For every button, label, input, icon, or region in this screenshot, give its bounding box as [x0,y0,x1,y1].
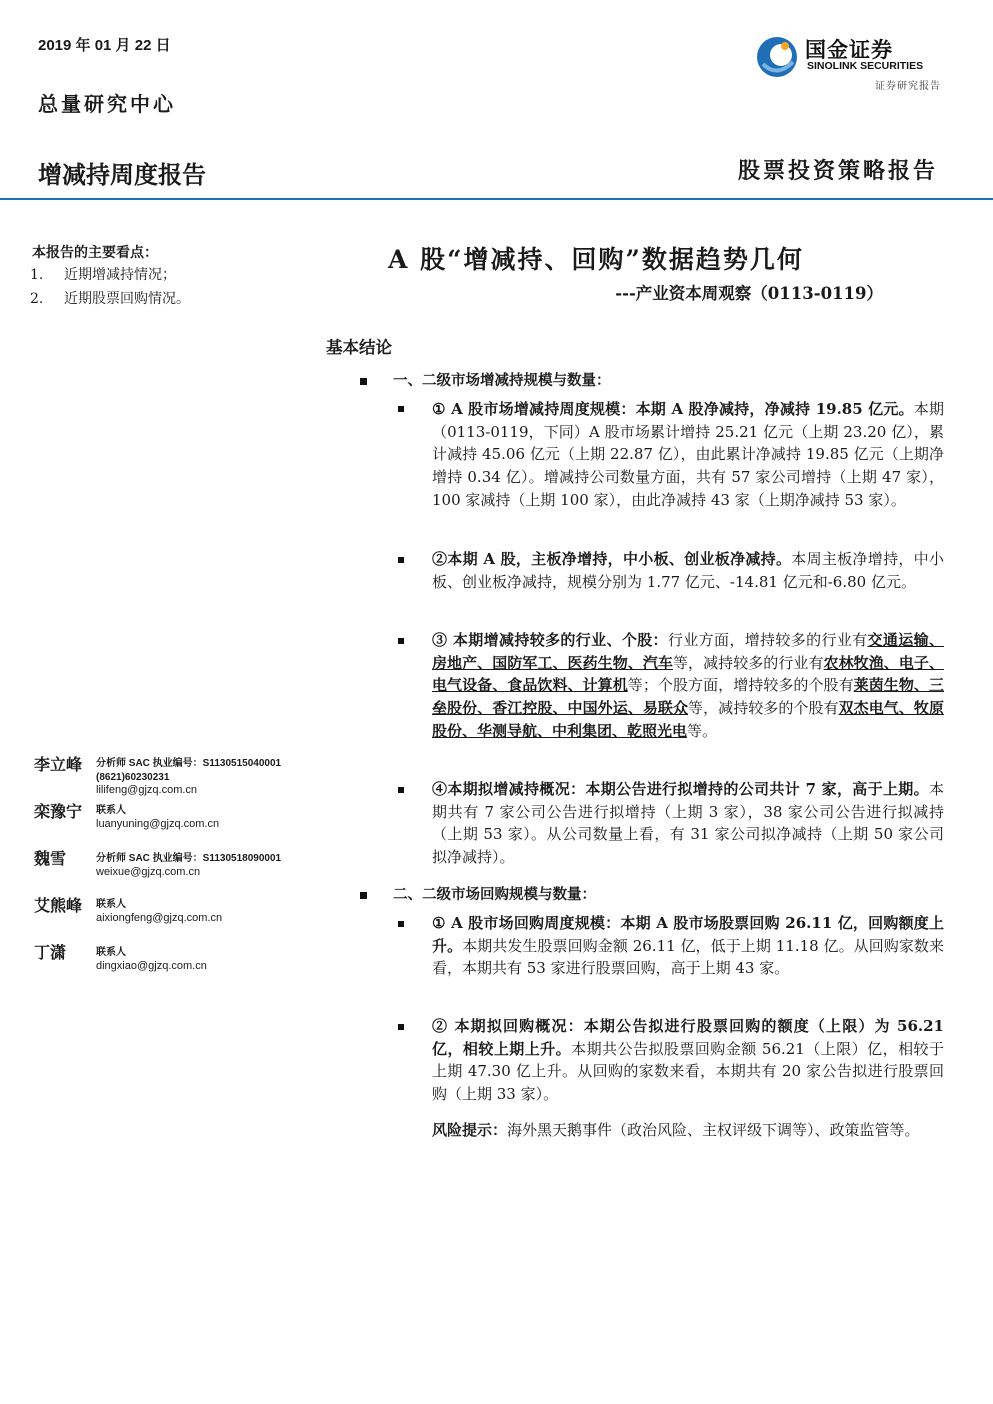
section2-heading [360,883,596,904]
increase-stocks: 莱茵生物、三垒股份、香江控股、中国外运、易联众 [432,676,944,718]
paragraph-lead: ② 本期拟回购概况：本期公告拟进行股票回购的额度（上限）为 56.21 亿，相较上期上升。 [432,1017,944,1058]
highlights-title: 本报告的主要看点： [32,245,158,261]
section-title: 二、二级市场回购规模与数量： [393,886,596,903]
risk-text: 海外黑天鹅事件（政治风险、主权评级下调等）、政策监管等。 [507,1121,920,1139]
paragraph-text: 本期共有 7 家公司公告进行拟增持（上期 3 家），38 家公司公告进行拟减持（上期 53 家）。从公司数量上看，有 31 家公司拟净减持（上期 50 家公司拟净减持）。 [432,780,944,867]
analyst-email[interactable]: lilifeng@gjzq.com.cn [96,784,198,796]
bullet-icon [398,787,404,793]
paragraph-2-2 [432,1015,944,1106]
analyst-name: 李立峰 [34,755,83,774]
bullet-icon [398,638,404,644]
paragraph-text: 本期共发生股票回购金额 26.11 亿，低于上期 11.18 亿。从回购家数来看，本期共有 53 家进行股票回购，高于上期 43 家。 [432,936,944,978]
increase-industries: 交通运输、房地产、国防军工、医药生物、汽车 [432,631,944,672]
paragraph-lead: ②本期 A 股，主板净增持，中小板、创业板净减持。 [432,550,792,568]
list-number: 2. [30,291,44,307]
decrease-stocks: 双杰电气、牧原股份、华测导航、中利集团、乾照光电 [432,699,944,740]
paragraph-1-4 [432,778,944,869]
paragraph-text: 等。 [687,721,718,740]
bullet-icon [398,921,404,927]
analyst-name: 艾熊峰 [34,896,83,915]
list-item [30,287,190,311]
bullet-icon [360,378,367,385]
bullet-icon [398,406,404,412]
analyst-name: 丁潇 [34,943,67,962]
analyst-role: 分析师 SAC 执业编号：S1130518090001 [96,853,282,864]
sinolink-logo-icon [755,34,801,80]
risk-warning [432,1119,944,1142]
analyst-role: 联系人 [96,899,126,910]
analyst-email[interactable]: aixiongfeng@gjzq.com.cn [96,911,223,924]
bullet-icon [398,557,404,563]
paragraph-text: 行业方面，增持较多的行业有 [667,631,868,649]
paragraph-lead: ③ 本期增减持较多的行业、个股： [432,631,668,649]
analyst-role: 联系人 [96,805,126,816]
analyst-email[interactable]: dingxiao@gjzq.com.cn [96,959,207,972]
analyst-role: 联系人 [96,947,126,958]
analyst-info [96,757,281,798]
analyst-info [96,804,219,831]
analyst-name: 栾豫宁 [34,802,83,821]
analyst-email[interactable]: luanyuning@gjzq.com.cn [96,817,220,830]
paragraph-text: 等，减持较多的行业有 [672,653,824,672]
paragraph-lead: ④本期拟增减持概况：本期公告进行拟增持的公司共计 7 家，高于上期。 [432,780,929,798]
paragraph-lead: ① A 股市场回购周度规模：本期 A 股市场股票回购 26.11 亿，回购额度上升。 [432,914,944,955]
analyst-info [96,946,207,973]
analyst-email[interactable]: weixue@gjzq.com.cn [96,865,201,878]
list-number: 1. [30,267,44,283]
header-divider [0,198,993,200]
section1-heading [360,369,611,390]
report-type: 增减持周度报告 [38,161,206,189]
analyst-phone: (8621)60230231 [96,771,170,783]
logo-name-cn: 国金证券 [805,38,893,62]
paragraph-text: 本周主板净增持，中小板、创业板净减持，规模分别为 1.77 亿元、-14.81 亿元和-6.80 亿元。 [432,550,944,591]
bullet-icon [360,892,367,899]
list-text: 近期股票回购情况。 [64,291,190,307]
analyst-role: 分析师 SAC 执业编号：S1130515040001 [96,758,282,769]
strategy-label: 股票投资策略报告 [737,158,938,184]
paragraph-text: 等，减持较多的个股有 [688,699,839,718]
decrease-industries: 农林牧渔、电子、电气设备、食品饮料、计算机 [432,653,944,695]
paragraph-text: 等；个股方面，增持较多的个股有 [627,676,854,695]
report-title: A 股“增减持、回购”数据趋势几何 [388,245,804,274]
paragraph-text: 本期共公告拟股票回购金额 56.21（上限）亿，相较于上期 47.30 亿上升。从回购的家数来看，本期共有 20 家公告拟进行股票回购（上期 33 家）。 [432,1039,944,1104]
paragraph-text: 本期（0113-0119，下同）A 股市场累计增持 25.21 亿元（上期 23.20 亿），累计减持 45.06 亿元（上期 22.87 亿），由此累计净减持 19.85 亿元（上期净增持 0.34 亿）。增减持公司数量方面，共有 57 家公司增持（上期 47 家），100 家减持（上期 100 家），由此净减持 43 家（上期净减持 53 家）。 [432,400,944,509]
report-date: 2019 年 01 月 22 日 [38,37,171,54]
list-text: 近期增减持情况； [64,267,176,283]
conclusion-heading: 基本结论 [326,338,392,357]
risk-label: 风险提示： [432,1121,508,1139]
section-title: 一、二级市场增减持规模与数量： [393,372,611,389]
paragraph-1-1 [432,398,944,512]
analyst-info [96,852,281,879]
logo-name-en: SINOLINK SECURITIES [807,60,924,72]
paragraph-2-1 [432,912,944,980]
highlights-list [30,263,190,311]
department-label: 总量研究中心 [38,92,176,116]
paragraph-1-2 [432,548,944,593]
paragraph-1-3 [432,629,944,743]
bullet-icon [398,1024,404,1030]
company-logo [755,30,943,92]
logo-tagline: 证券研究报告 [875,81,941,92]
list-item [30,263,190,287]
paragraph-lead: ① A 股市场增减持周度规模：本期 A 股净减持，净减持 19.85 亿元。 [432,400,914,418]
report-subtitle: ---产业资本周观察（0113-0119） [615,284,883,303]
analyst-info [96,898,222,925]
analyst-name: 魏雪 [34,849,67,868]
